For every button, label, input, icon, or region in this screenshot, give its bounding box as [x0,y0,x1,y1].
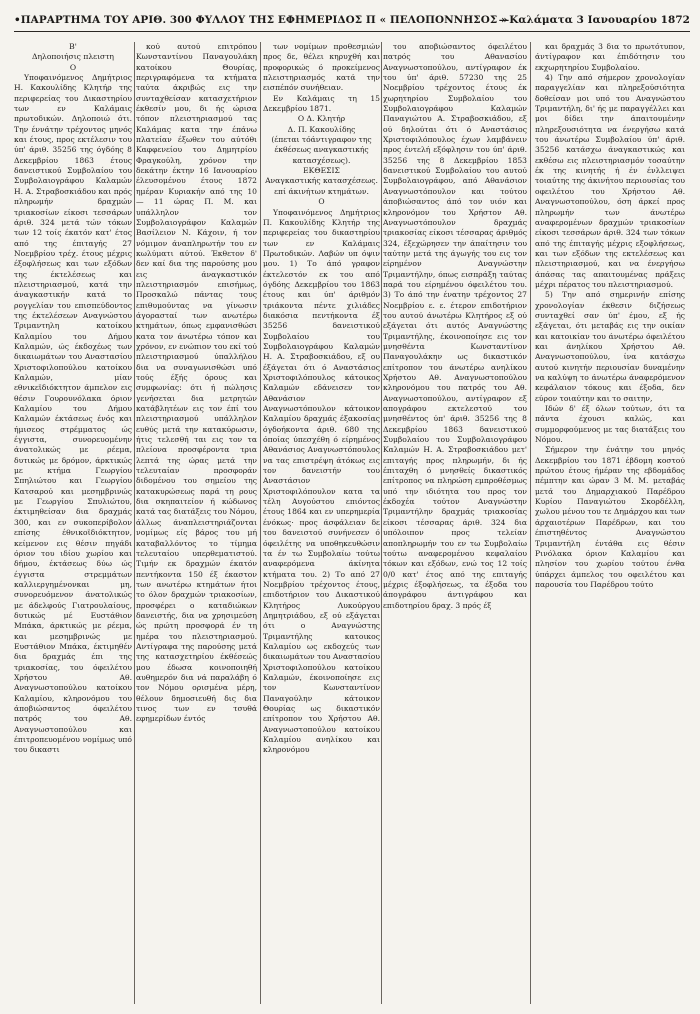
paragraph: κού αυτού επιτρόπου Κωνσταντίνου Παναγουλάκη κατοίκου Θουρίας, περιγραφόμενα τα κτήματα ταύτα άκριβώς εις την συνταχθείσαν κατασχετήριον έκθεσίν μου, δι ής ώρισα τόπον πλειστηριασμού τας Καλάμας κατα την έπάνω πλατείαν έξωθεν του αύτόθι Καφφενείου του Δημητρίου Φραγκούλη, χρόνον την δεκάτην έκτην 16 Ιανουαρίου έλευσομένου έτους 1872 ημέραν Κυριακήν από της 10 — 11 ώρας Π. Μ. και υπάλληλον τον Συμβολαιογράφον Καλαμών Βασίλειον Ν. Κάχοιν, ή τον νόμιμον άναπληρωτήν του εν κωλύματι αύτού. Έκθετον δ' δεν καί δια της παρούσης μου εις άναγκαστικόν πλειστηριασμόν επισήμως, Προσκαλώ πάντας τους επιθυμούντας να γίνωσιν άγορασταί των ανωτέρω κτημάτων, όπως εμφανισθώσι κατα τον άνωτέρω τόπον και χρόνον, εν ενώπιον του εκί τού πλειστηριασμού ύπαλλήλου δια να συναγωνισθώσι υπό τούς έξής όρους και συμφωνίας: ότι ή πώλησις γενήσεται δια μετρητών κατάβλητέων εις τον έπί του πλειστηριασμού υπάλληλον ευθύς μετά την κατακύρωσιν, ήτις τελεσθή ται εις τον τα πλείονα προσφέροντα τρια λεπτά της ώρας μετά την τελευταίαν προσφοράν διδομένου του σημείου της κατακυρώσεως παρά τη ρους δια σκηπαιτείον ή κώδωνος κατά τας διατάξεις του Νόμου, άλλως άναπλειστηριάζονται νομίμως είς βάρος του μή καταβαλλόντος το τίμημα τελευταίου υπερθεματιστού. Τιμήν εκ δραχμών έκατόν πεντήκοντα 150 έξ έκαστον των ανωτέρω κτημάτων ήτοι το όλον δραχμών τριακοσίων, προσφέρει ο καταδιώκων δανειστής, δια να χρησιμεύση ώς πρώτη προσφορά έν τη ημέρα του πλειστηριασμού. Αντίγραφα της παρούσης μετά της κατασχετηρίου έκθέσεώς μου έδωσα κοινοποιηθή αυθημερόν δια νά παραλάβη ό τον Νόμου ορισμένα μέρη, θέλουν δημοσιευθή δις δια τινος των εν τσυθά εφημερίδων έντός [136,42,257,724]
page-header [14,14,690,32]
paragraph: του αποβιώσαντος όφειλέτου πατρός του Αθανασίου Αναγνωστοπούλου, αντίγραφον έκ του ύπ' άριθ. 57230 της 25 Νοεμβρίου τρέχοντος έτους έκ χωρητηρίου Συμβολαίου του Συμβολαιογράφου Καλαμών Παναγιώτου Α. Στραβοσκιάδου, εξ ού δηλούται ότι ό Αναστάσιος Χριστοφιλόπουλος έχων λαμβάνειν προς έντελή εξόφλησιν του ύπ' άριθ. 35256 της 8 Δεκεμβρίου 1853 δανειστικού Συμβολαίου του αυτού Συμβολαιογράφου, από Αθανάσιον Αναγνωστόπουλον και τούτου άποβιώσαντος άπό τον υιόν και κληρονόμον του Χρήστον Αθ. Αναγνωστόπουλον δραχμάς τριακοσίας είκοσι τέσσαρας άριθμός 324, έξεχώρησεν την άπαίτησιν του ταύτην μετά της άγωγής του εις τον είρημένον Αναγνώστην Τριμαντήλην, όπως εισπράξη ταύτας παρά του είρημένου όφειλέτου του. 3) Το άπό την ένατην τρέχοντος 27 Νοεμβρίου ε. ε. έτερον επιδοτήριον του αυτού άνωτέρω Κλητήρος εξ ού εξάγεται ότι αυτός Αναγνώστης Τριμαντήλης, έκοινοποίησε εις τον μνησθέντα Κωνσταντίνον Παναγουλάκην ως δικαστικόν επίτροπον του άνωτέρω ανηλίκου Χρήστου Αθ. Αναγνωστοπούλου κληρονόμου του πατρός του Αθ. Αναγνωστοπούλου, αντίγραφον εξ απογράφου εκτελεστού του μνησθέντος ύπ' άριθ. 35256 της 8 Δεκεμβρίου 1863 δανειστικού Συμβολαίου του Συμβολαιογράφου Καλαμών Η. Α. Στραβοσκιάδου μετ' επιταγής προς πληρωμήν, δι ής έπιταχθη ό μνησθείς δικαστικός επίτροπος να πληρώση εμπροθέσμως υπό την ιδιότητα του προς τον έκδοχέα τούτον Αναγνώστην Τριμαντήλην δραχμάς τριακοσίας είκοσι τέσσαρας άριθ. 324 δια υπόλοιπον προς τελείαν αποπληρωμήν του εν τω Συμβολαίω τούτω αναφερομένου κεφαλαίου τόκων και εξόδων, ενώ τος 12 τοίς 0/0 κατ' έτος από της επιταγής μέχρις έξοφλήσεως, τα έξοδα του άπογράφου άντιγράφου και επιδοτηρίου δραχ. 3 πρός έξ [383,42,527,610]
text-column-2 [136,42,257,1006]
header-title: •ΠΑΡΑΡΤΗΜΑ ΤΟΥ ΑΡΙΘ. 300 ΦΥΛΛΟΥ ΤΗΣ ΕΦΗΜΕΡΙΔΟΣ Π « ΠΕΛΟΠΟΝΝΗΣΟΣ » [14,14,508,26]
centered-heading: Ο [318,197,325,207]
column-divider [530,42,531,1004]
column-divider [260,42,261,1004]
paragraph: Σήμερον την ένάτην του μηνός Δεκεμβρίου του 1871 έβδομη κοστού πρώτου έτους ήμέραν της εβδομάδος πέμπτην και ώραν 3 Μ. Μ. μεταβάς μετά του Δημαρχιακού Παρέδρου Κυρίου Παναγιώτου Σκορδέλλη, χωλου μένου του τε Δημάρχου και των άρχαιοτέρων Παρέδρων, και του έπιστηθέντος Αναγνώστου Τριμαντήλη έντάθα εις θέσιν Ρινόλακα όριον Καλαμίου και πλησίον του χωρίου τούτου ένθα ύπάρχει άμπελος του οφειλέτου και παρουσία του Παρέδρου τούτο [535,445,685,589]
centered-heading: Δ. Π. Κακουλίδης [287,124,356,134]
paragraph: Υποφαινόμενος Δημήτριος Π. Κακουλίδης Κλητήρ της περιφερείας του δικαστηρίου των εν Καλάμαις Πρωτοδικών. Λαβών υπ όψιν μου. 1) Το άπό γραφον έκτελεστόν εκ του από όγδόης Δεκεμβρίου του 1863 έτους και ύπ' άριθμόν τριάκοντα πέντε χιλιάδες διακόσια πεντήκοντα έξ 35256 δανειστικού Συμβολαίου του Συμβολαιογράφου Καλαμών Η. Α. Στραβοσκιάδου, εξ ου έξάγεται ότι ό Αναστάσιος Χριστοφιλόπουλος κάτοικος Καλαμών εδάνεισεν τον Αθανάσιον Αναγνωστόπουλον κάτοικον Καλαμίου δραχμάς έξακοσίας όγδοήκοντα άριθ. 680 της όποίας ύπεσχέθη ό είρημένος Αθανάσιος Αναγνωστόπουλος να τας επιστρέψη άτόκως εις τον δανειστήν του Αναστάσιον Χριστοφιλόπουλον κατα τα τέλη Αυγούστου επιόντος έτους 1864 και εν υπερημερία ένόκως· προς άσφάλειαν δε του δανειστού συνήνεσεν ό όφειλέτης να υποθηκευθώσιν τα έν τω Συμβολαίω τούτω αναφερόμενα άκίνητα κτήματα του. 2) Το από 27 Νοεμβρίου τρέχοντος έτους, επιδοτήριον του Δικαστικού Κλητήρος Λυκούργου Δημητριάδου, εξ ού εξάγεται ότι ο Αναγνώστης Τριμαντήλης κατοικος Καλαμίου ως εκδοχεύς των δικαιωμάτων του Αναστασίου Χριστοφιλοπούλου κατοίκου Καλαμών, έκοινοποίησε εις τον Κωνσταντίνον Παναγούλην κάτοικον Θουρίας ως δικαστικόν επίτροπον του Χρήστου Αθ. Αναγνωστοπούλου κατοίκου Καλαμίου ανηλίκου και κληρονόμου [263,207,380,755]
paragraph: Εν Καλάμαις τη 15 Δεκεμβρίου 1871. [263,93,380,114]
column-divider [134,42,135,1004]
text-column-4 [383,42,527,1006]
text-column-5 [535,42,685,1006]
centered-heading: Ο [69,62,77,72]
centered-heading: (έπεται τόάντιγραφον της έκθέσεως αναγκαστικής κατασχέσεως). [271,135,372,165]
paragraph: Ιδών δ' έξ όλων τούτων, ότι τα πάντα έχουσι καλώς, και συμμορφούμενος με τας διατάξεις του Νόμου. [535,404,685,445]
paragraph: 4) Την από σήμερον χρονολογίαν παραγγελίαν και πληρεξούσιότητα δοθείσαν μοι υπό του Αναγνώστου Τριμαντήλη, δι' ής με παραγγέλλει και μοι δίδει την άπαιτουμένην πληρεξουσιότητα να ένεργήσω κατά του άνωτέρω Συμβολαίου ύπ' άριθ. 35256 κατάσχω άναγκαστικώς και εκθέσω εις πλειστηριασμόν τοσαύτην έκ της κινητής ή έν ένλλειψει τοιαύτης της άκινήτου περιουσίας του οφειλέτου του Χρήστου Αθ. Αναγνωστοπούλου, όση άρκεί προς πληρωμήν των άνωτέρω αναφερομένων δραχμών τριακοσίων είκοσι τεσσάρων άριθ. 324 των τόκων από της έπιταγής μέχρις εξοφλήσεως, και των εξόδων της εκτελέσεως και πλειστηριασμού, και να ένεργήσω άπάσας τας απαιτουμένας πράξεις μέχρι πέρατος του πλειστηριασμού. [535,73,685,289]
centered-heading: Β' [69,42,77,51]
centered-heading: ΕΚΘΕΣΙΣ [303,166,340,176]
column-divider [381,42,382,1004]
text-column-3 [263,42,380,1006]
paragraph: 5) Την από σημερινήν επίσης χρονολογίαν έκθεσιν διζήσεως συνταχθεί σαν ύπ' έμου, εξ ής εξάγεται, ότι μεταβάς εις την οικίαν και κατοικίαν του άνωτέρω όφειλέτου και άνηλίκου Χρήστου Αθ. Αναγνωστοπούλου, ίνα κατάσχω αυτού κινητήν περιουσίαν δυναμένην να καλύψη το άνωτέρω άναφερόμενον κεφάλαιον τόκους και έξοδα, δεν εύρον τοιαύτην και το σαιτην, [535,290,685,403]
centered-heading: Δηλοποιήσις πλειστη [32,52,114,62]
header-rule [14,31,690,32]
paragraph: των νομίμων προθεσμιών προς δε, θέλει κηρυχθή και προφορικώς ό προκείμενος πλειστηριασμός κατά την εισπέπόν συνήθειαν. [263,42,380,93]
paragraph: και δραχμάς 3 δια το πρωτότυπον, άντίγραφον και έπιδότησιν του εκχωρητηρίου Συμβολαίου. [535,42,685,72]
centered-heading: Ο Δ. Κλητήρ [297,114,346,124]
paragraph: Υποφαινόμενος Δημήτριος Η. Κακουλίδης Κλητήρ της περιφερείας του Δικαστηρίου των εν Καλάμαις πρωτοδικών. Δηλοποιώ ότι. Την έννάτην τρέχοντος μηνός και έτους, προς εκτέλεσιν του ύπ' άριθ. 35256 της όγδόης 8 Δεκεμβρίου 1863 έτους δανειστικού Συμβολαίου του Συμβολαιογράφου Καλαμών Η. Α. Στραβοσκιάδου και πρός πληρωμήν δραχμών τριακοσίων είκοσι τεσσάρων άριθ. 324 μετά τών τόκων των 12 τοίς έκατόν κατ' έτος από της έπιταγής 27 Νοεμβρίου τρέχ. έτους μέχρις έξοφλήσεως και των εξόδων της έκτελέσεως και πλειστηριασμού, κατά την άναγκαστικήν κατά το ρογγελίαν του επισπεύδοντος της έκτελέσεων Αναγνώστου Τριμαντηλη κατοίκου Καλαμίου του Δήμου Καλαμών, ώς έκδοχέως των δικαιωμάτων του Αναστασίου Χριστοφιλοπούλου κατοίκου Καλαμών, μίαν εθνικεϊδιόκτητον άμπελον εις θέσιν Γουρουνόλακα όριον Καλαμίου του Δήμου Καλαμών έκτάσεως ένός και ήμισεος στρέμματος ώς έγγιστα, συνορευομένην άνατολικώς με ρέεμα, δυτικώς με δρόμον, άρκτικώς με κτήμα Γεωργίου Σπηλιώτου και Γεωργίου Κατσαρού και μεσημβρινώς με Γεωργίου Σπυλιώτου, έκτιμηθείσαν δια δραχμάς 300, και εν συκοπερίβολον επίσης έθνικοϊδιόκτητον, κείμενον εις θέσιν πηγάδι όριον του ιδίου χωρίου και δήμου, έκτάσεως δύω ώς έγγιστα στρεμμάτων καλλιεργημένονκαι μη, συνορευόμενον άνατολικώς με άδελφούς Γιατρουλαίους, δυτικώς μέ Ευστάθιον Μπάκα, άρκτικώς με ρέεμα, και μεσημβρινώς με Ευστάθιον Μπάκα, έκτιμηθέν δια δραχμάς έπι της τριακοσίας, του όφειλέτου Χρήστου Αθ. Αναγνωστοπούλου κατοίκου Καλαμίου, κληρονόμου του άποβιώσαντος όφειλέτου πατρός του Αθ. Αναγνωστοπούλου και έπιτροπευομένου νομίμως υπό του δικαστι [14,73,132,755]
centered-heading: Αναγκαστικής κατασχέσεως. [265,176,378,186]
centered-heading: επί άκινήτων κτημάτων. [274,186,369,196]
header-date: —Καλάματα 3 Ιανουαρίου 1872 [498,14,690,26]
text-column-1 [14,42,132,1006]
